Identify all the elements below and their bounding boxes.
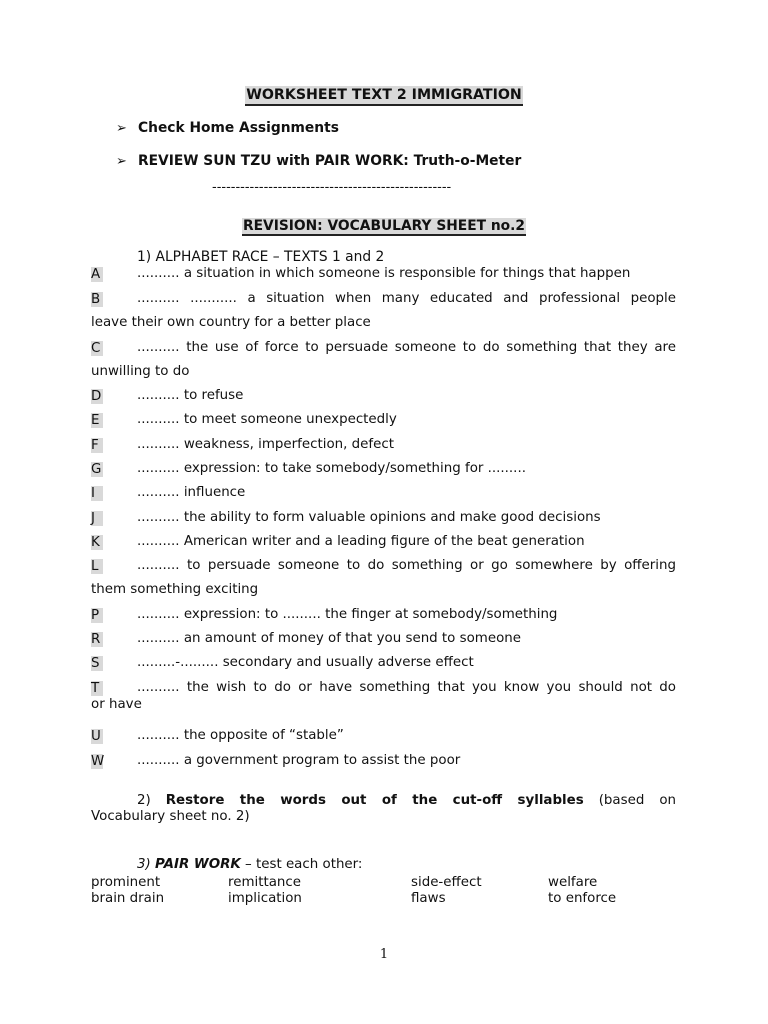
section-3-bold-text: PAIR WORK — [155, 857, 241, 872]
alphabet-letter: D — [91, 389, 102, 404]
alphabet-definition: .......... the use of force to persuade someone to do something that they are — [137, 340, 676, 355]
section-3-line — [137, 857, 362, 872]
alphabet-definition: .......... to refuse — [137, 388, 244, 403]
section-heading-alphabet-race: 1) ALPHABET RACE – TEXTS 1 and 2 — [137, 249, 385, 265]
alphabet-letter: G — [91, 462, 102, 477]
pair-word: flaws — [411, 891, 446, 906]
alphabet-definition: .......... the ability to form valuable opinions and make good decisions — [137, 510, 601, 525]
pair-word: side-effect — [411, 875, 482, 890]
section-3-rest-text: – test each other: — [240, 857, 363, 872]
alphabet-letter: E — [91, 413, 103, 428]
pair-word: welfare — [548, 875, 598, 890]
bullet-text: Check Home Assignments — [138, 120, 339, 136]
alphabet-letter: W — [91, 754, 105, 769]
alphabet-letter: C — [91, 341, 103, 356]
alphabet-letter: T — [91, 681, 103, 696]
alphabet-definition: .......... a government program to assist the poor — [137, 753, 461, 768]
alphabet-definition: .......... to persuade someone to do something or go somewhere by offering — [137, 558, 676, 573]
separator-line: --------------------------------------------------- — [212, 180, 452, 195]
alphabet-definition: .........-......... secondary and usually adverse effect — [137, 655, 474, 670]
bullet-text: REVIEW SUN TZU with PAIR WORK: Truth-o-Meter — [138, 153, 522, 169]
alphabet-definition: .......... expression: to take somebody/something for ......... — [137, 461, 526, 476]
arrow-bullet-icon: ➢ — [116, 154, 127, 169]
alphabet-definition: .......... ........... a situation when many educated and professional people — [137, 291, 676, 306]
section-2-continuation: Vocabulary sheet no. 2) — [91, 809, 250, 824]
page-title-text: WORKSHEET TEXT 2 IMMIGRATION — [245, 86, 523, 106]
alphabet-definition-continuation: them something exciting — [91, 582, 259, 597]
alphabet-definition: .......... influence — [137, 485, 246, 500]
alphabet-letter: S — [91, 656, 103, 671]
section-3-number: 3) — [137, 857, 151, 872]
pair-word: prominent — [91, 875, 161, 890]
alphabet-definition: .......... expression: to ......... the finger at somebody/something — [137, 607, 558, 622]
alphabet-definition: .......... a situation in which someone is responsible for things that happen — [137, 266, 631, 281]
alphabet-definition-continuation: or have — [91, 697, 142, 712]
section-2-line — [137, 793, 676, 808]
pair-word: brain drain — [91, 891, 165, 906]
pair-word: implication — [228, 891, 302, 906]
alphabet-definition: .......... to meet someone unexpectedly — [137, 412, 397, 427]
alphabet-letter: P — [91, 608, 103, 623]
pair-word: to enforce — [548, 891, 617, 906]
alphabet-letter: K — [91, 535, 103, 550]
alphabet-definition: .......... an amount of money of that you send to someone — [137, 631, 522, 646]
pair-word: remittance — [228, 875, 302, 890]
page-title — [0, 86, 768, 106]
revision-heading-text: REVISION: VOCABULARY SHEET no.2 — [242, 218, 526, 234]
section-2-number: 2) — [137, 793, 151, 808]
alphabet-letter: I — [91, 486, 103, 501]
revision-heading — [0, 218, 768, 234]
alphabet-definition-continuation: leave their own country for a better place — [91, 315, 371, 330]
alphabet-definition: .......... the wish to do or have something that you know you should not do — [137, 680, 676, 695]
bullet-item-1 — [116, 120, 339, 136]
alphabet-definition: .......... weakness, imperfection, defect — [137, 437, 394, 452]
alphabet-letter: R — [91, 632, 103, 647]
bullet-item-2 — [116, 153, 521, 169]
alphabet-letter: F — [91, 438, 103, 453]
alphabet-definition-continuation: unwilling to do — [91, 364, 190, 379]
alphabet-letter: U — [91, 729, 103, 744]
alphabet-definition: .......... the opposite of “stable” — [137, 728, 344, 743]
alphabet-definition: .......... American writer and a leading figure of the beat generation — [137, 534, 585, 549]
alphabet-letter: B — [91, 292, 103, 307]
arrow-bullet-icon: ➢ — [116, 121, 127, 136]
alphabet-letter: L — [91, 559, 103, 574]
alphabet-letter: J — [91, 511, 103, 526]
section-2-bold-text: Restore the words out of the cut-off syllables — [165, 793, 584, 808]
section-2-rest-text: (based on — [598, 793, 676, 808]
alphabet-letter: A — [91, 267, 103, 282]
page-number: 1 — [379, 947, 389, 962]
